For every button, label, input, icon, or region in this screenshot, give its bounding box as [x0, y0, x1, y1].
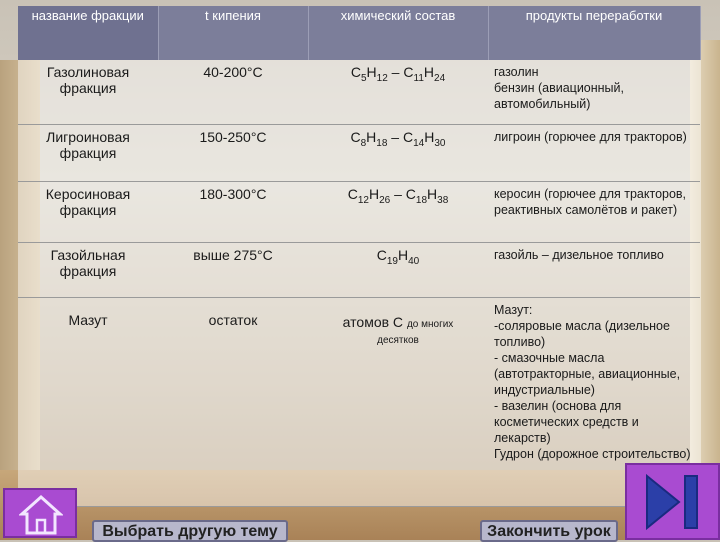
table-header-row	[18, 6, 700, 60]
products-cell: керосин (горючее для тракторов, реактивных самолётов и ракет)	[488, 182, 700, 243]
oil-fractions-table	[18, 6, 701, 507]
chemical-formula: $C_5H_{12} - C_{11}H_{24}$	[308, 60, 488, 125]
products-cell: Мазут: -соляровые масла (дизельное топливо) - смазочные масла (автотракторные, авиационные, индустриальные) - вазелин (основа для косметических средств и лекарств) Гудрон (дорожное строительство)	[488, 298, 700, 507]
play-next-icon	[643, 473, 703, 531]
composition-line2: десятков	[377, 335, 419, 346]
products-cell: газойль – дизельное топливо	[488, 243, 700, 298]
chemical-formula: $C_8H_{18} - C_{14}H_{30}$	[308, 125, 488, 182]
end-lesson-button[interactable]: Закончить урок	[480, 520, 618, 542]
composition-main: атомов С	[342, 314, 404, 330]
boiling-range: 150-250°С	[158, 125, 308, 182]
table-row	[18, 182, 700, 243]
table-row	[18, 243, 700, 298]
table-row	[18, 60, 700, 125]
boiling-range: 180-300°С	[158, 182, 308, 243]
fraction-name: Лигроиновая фракция	[18, 125, 158, 182]
products-cell: лигроин (горючее для тракторов)	[488, 125, 700, 182]
chemical-formula	[308, 298, 488, 507]
fraction-name: Мазут	[18, 298, 158, 507]
fraction-name: Керосиновая фракция	[18, 182, 158, 243]
table-row	[18, 125, 700, 182]
header-boiling: t кипения	[158, 6, 308, 60]
header-fraction: название фракции	[18, 6, 158, 60]
header-products: продукты переработки	[488, 6, 700, 60]
chemical-formula: $C_{12}H_{26} - C_{18}H_{38}$	[308, 182, 488, 243]
home-icon	[19, 494, 63, 536]
home-button[interactable]	[3, 488, 77, 538]
chemical-formula: $C_{19}H_{40}$	[308, 243, 488, 298]
composition-tail: до многих	[406, 319, 454, 330]
products-cell: газолин бензин (авиационный, автомобильный)	[488, 60, 700, 125]
boiling-range: выше 275°С	[158, 243, 308, 298]
choose-topic-button[interactable]: Выбрать другую тему	[92, 520, 288, 542]
boiling-range: остаток	[158, 298, 308, 507]
fraction-name: Газойльная фракция	[18, 243, 158, 298]
fraction-name: Газолиновая фракция	[18, 60, 158, 125]
header-composition: химический состав	[308, 6, 488, 60]
table-row	[18, 298, 700, 507]
next-button[interactable]	[625, 463, 720, 540]
boiling-range: 40-200°С	[158, 60, 308, 125]
